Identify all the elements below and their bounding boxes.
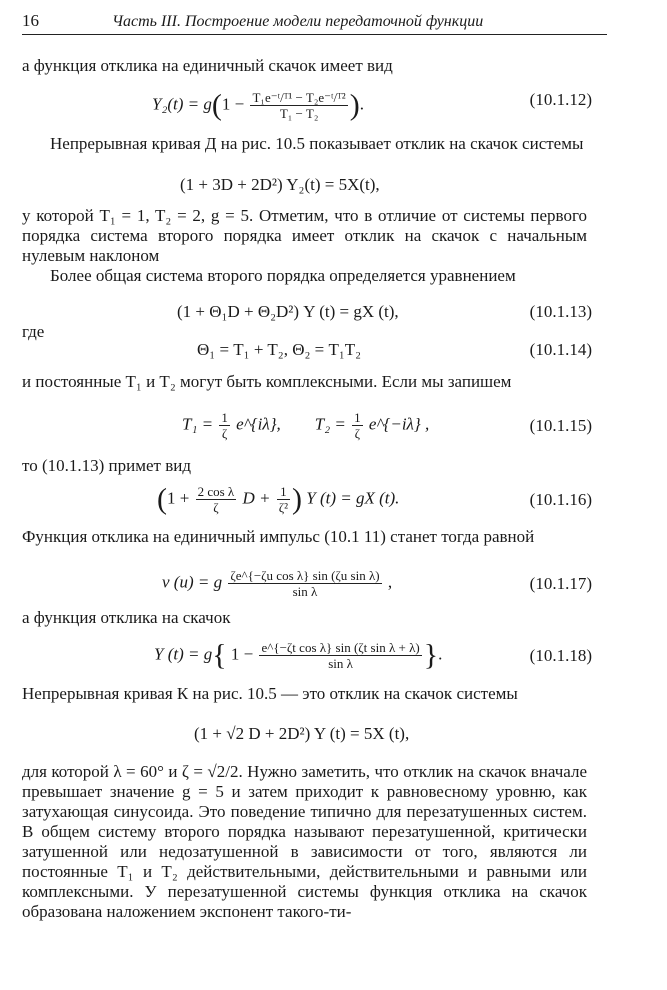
- paragraph-10: Непрерывная кривая К на рис. 10.5 — это отклик на скачок системы: [22, 684, 518, 703]
- equation-10-1-18: Y (t) = g{ 1 − $\frac{\text{e\textasciicircum{}\{−ζt cos λ\} sin (ζt sin λ + λ)}}{\text{sin λ}}$ }. (10.1.18): [154, 638, 592, 672]
- page-header: [22, 8, 607, 35]
- paragraph-4: Более общая система второго порядка определяется уравнением: [50, 266, 516, 285]
- eq1-numerator: T₁e⁻ᵗ/ᵀ¹ − T₂e⁻ᵗ/ᵀ²: [252, 90, 346, 105]
- eq6-frac2-num: 1: [277, 484, 290, 500]
- eq6-mid: D +: [242, 488, 271, 508]
- equation-10-1-16: (1 + $\frac{\text{2 cos λ}}{\zeta}$ D + $\frac{1}{\text{ζ²}}$ ) Y (t) = gX (t). (10.1.16): [157, 482, 592, 516]
- eq6-frac1-den: ζ: [213, 500, 219, 515]
- eq8-denominator: sin λ: [328, 656, 353, 671]
- eq5-lhs1: T₁ =: [182, 414, 214, 434]
- eq7-denominator: sin λ: [292, 584, 318, 599]
- paragraph-3: у которой T₁ = 1, T₂ = 2, g = 5. Отметим, что в отличие от системы первого порядка система второго порядка имеет отклик на скачок с начальным нулевым наклоном: [22, 206, 587, 265]
- eq8-post: .: [438, 644, 443, 664]
- eq8-tag: (10.1.18): [529, 646, 592, 665]
- equation-10-1-15: [22, 410, 592, 441]
- eq5-frac1-num: 1: [221, 410, 228, 425]
- eq6-frac1-num: 2 cos λ: [197, 484, 235, 499]
- eq5-lhs2: T₂ =: [314, 414, 346, 434]
- eq7-tag: (10.1.17): [529, 574, 592, 593]
- eq5-frac2-num: 1: [354, 410, 361, 425]
- eq5-frac2-den: ζ: [354, 426, 361, 441]
- eq4-body: Θ₁ = T₁ + T₂, Θ₂ = T₁T₂: [197, 340, 362, 359]
- eq1-denominator: T₁ − T₂: [279, 106, 319, 121]
- eq5-rhs2: e^{−iλ} ,: [368, 414, 430, 434]
- paragraph-5: где: [22, 322, 45, 341]
- eq6-pre: 1 +: [167, 488, 190, 508]
- eq6-frac2-den: ζ²: [278, 500, 289, 515]
- eq2-body: (1 + 3D + 2D²) Y₂(t) = 5X(t),: [180, 175, 380, 194]
- page-number: 16: [22, 11, 39, 30]
- eq8-pre: 1 −: [230, 644, 254, 664]
- equation-10-1-14: [22, 340, 592, 368]
- eq7-post: ,: [387, 572, 393, 592]
- eq9-body: (1 + √2 D + 2D²) Y (t) = 5X (t),: [194, 724, 410, 743]
- paragraph-7: то (10.1.13) примет вид: [22, 456, 191, 475]
- eq6-post: Y (t) = gX (t).: [306, 488, 400, 508]
- running-head: Часть III. Построение модели передаточной функции: [112, 13, 484, 30]
- paragraph-11: для которой λ = 60° и ζ = √2/2. Нужно заметить, что отклик на скачок вначале превышает значение g = 5 и затем приходит к равновесному уровню, как затухающая синусоида. Это поведение типично для перезатушенных систем. В общем систему второго порядка называют перезатушенной, критически затушенной или недозатушенной в зависимости от того, являются ли постоянные T₁ и T₂ действительными, действительными и равными или комплексными. У перезатушенной системы функция отклика на скачок образована наложением экспонент такого-ти-: [22, 762, 587, 921]
- eq8-lhs: Y (t) = g: [154, 644, 213, 664]
- paragraph-2: Непрерывная кривая Д на рис. 10.5 показывает отклик на скачок системы: [50, 134, 584, 153]
- eq7-lhs: v (u) = g: [162, 572, 223, 592]
- equation-2: [22, 175, 592, 203]
- eq3-body: (1 + Θ₁D + Θ₂D²) Y (t) = gX (t),: [177, 302, 399, 321]
- eq5-tag: (10.1.15): [529, 416, 592, 435]
- paragraph-8: Функция отклика на единичный импульс (10.1 11) станет тогда равной: [22, 527, 535, 546]
- eq8-numerator: e^{−ζt cos λ} sin (ζt sin λ + λ): [261, 640, 420, 655]
- eq7-numerator: ζe^{−ζu cos λ} sin (ζu sin λ): [230, 568, 380, 583]
- eq5-rhs1: e^{iλ},: [236, 414, 281, 434]
- eq1-lhs: Y₂(t) = g: [152, 94, 212, 114]
- paragraph-1: а функция отклика на единичный скачок имеет вид: [22, 56, 393, 75]
- eq1-tag: (10.1.12): [529, 90, 592, 109]
- eq4-tag: (10.1.14): [529, 340, 592, 359]
- equation-10-1-12: Y₂(t) = g(1 − $\frac{\text{T₁e⁻ᵗ/ᵀ¹ − T₂e⁻ᵗ/ᵀ²}}{\text{T₁ − T₂}}$ ). (10.1.12): [152, 88, 592, 122]
- equation-10-1-17: [22, 568, 592, 599]
- paragraph-9: а функция отклика на скачок: [22, 608, 231, 627]
- eq3-tag: (10.1.13): [529, 302, 592, 321]
- eq5-frac1-den: ζ: [221, 426, 228, 441]
- paragraph-6: и постоянные T₁ и T₂ могут быть комплексными. Если мы запишем: [22, 372, 512, 391]
- eq6-tag: (10.1.16): [529, 490, 592, 509]
- equation-9: [22, 724, 592, 752]
